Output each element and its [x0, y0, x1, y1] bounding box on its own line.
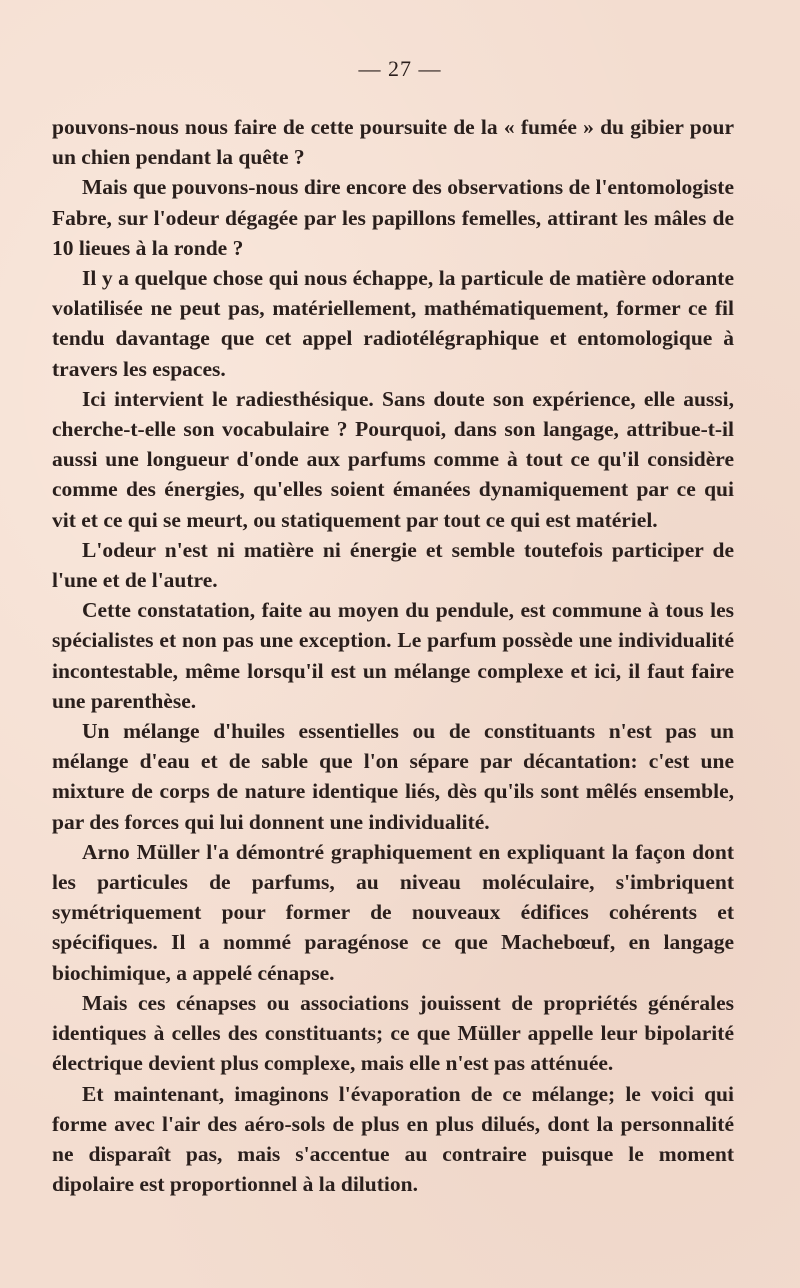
paragraph: pouvons-nous nous faire de cette poursuite de la « fumée » du gibier pour un chien pendant la quête ?: [52, 115, 734, 170]
paragraph: Cette constatation, faite au moyen du pendule, est commune à tous les spécialistes et non pas une exception. Le parfum possède une individualité incontestable, même lorsqu'il est un mélange complexe et ici, il faut faire une parenthèse.: [52, 598, 734, 713]
text-body: [52, 112, 734, 1199]
paragraph: Ici intervient le radiesthésique. Sans doute son expérience, elle aussi, cherche-t-elle son vocabulaire ? Pourquoi, dans son langage, attribue-t-il aussi une longueur d'onde aux parfums comme à tout ce qu'il considère comme des énergies, qu'elles soient émanées dynamiquement par ce qui vit et ce qui se meurt, ou statiquement par tout ce qui est matériel.: [52, 386, 734, 532]
paragraph: Arno Müller l'a démontré graphiquement en expliquant la façon dont les particules de parfums, au niveau moléculaire, s'imbriquent symétriquement pour former de nouveaux édifices cohérents et spécifiques. Il a nommé paragénose ce que Machebœuf, en langage biochimique, a appelé cénapse.: [52, 839, 734, 985]
paragraph: L'odeur n'est ni matière ni énergie et semble toutefois participer de l'une et de l'autre.: [52, 537, 734, 593]
paragraph: Un mélange d'huiles essentielles ou de constituants n'est pas un mélange d'eau et de sable que l'on sépare par décantation: c'est une mixture de corps de nature identique liés, dès qu'ils sont mêlés ensemble, par des forces qui lui donnent une individualité.: [52, 719, 734, 834]
paragraph: Et maintenant, imaginons l'évaporation de ce mélange; le voici qui forme avec l'air des aéro-sols de plus en plus dilués, dont la personnalité ne disparaît pas, mais s'accentue au contraire puisque le moment dipolaire est proportionnel à la dilution.: [52, 1081, 734, 1197]
page-number: — 27 —: [358, 56, 442, 81]
paragraph: Il y a quelque chose qui nous échappe, la particule de matière odorante volatilisée ne peut pas, matériellement, mathématiquement, former ce fil tendu davantage que cet appel radiotélégraphique et entomologique à travers les espaces.: [52, 266, 734, 381]
paragraph: Mais que pouvons-nous dire encore des observations de l'entomologiste Fabre, sur l'odeur dégagée par les papillons femelles, attirant les mâles de 10 lieues à la ronde ?: [52, 175, 734, 260]
paragraph: Mais ces cénapses ou associations jouissent de propriétés générales identiques à celles des constituants; ce que Müller appelle leur bipolarité électrique devient plus complexe, mais elle n'est pas atténuée.: [52, 990, 734, 1076]
